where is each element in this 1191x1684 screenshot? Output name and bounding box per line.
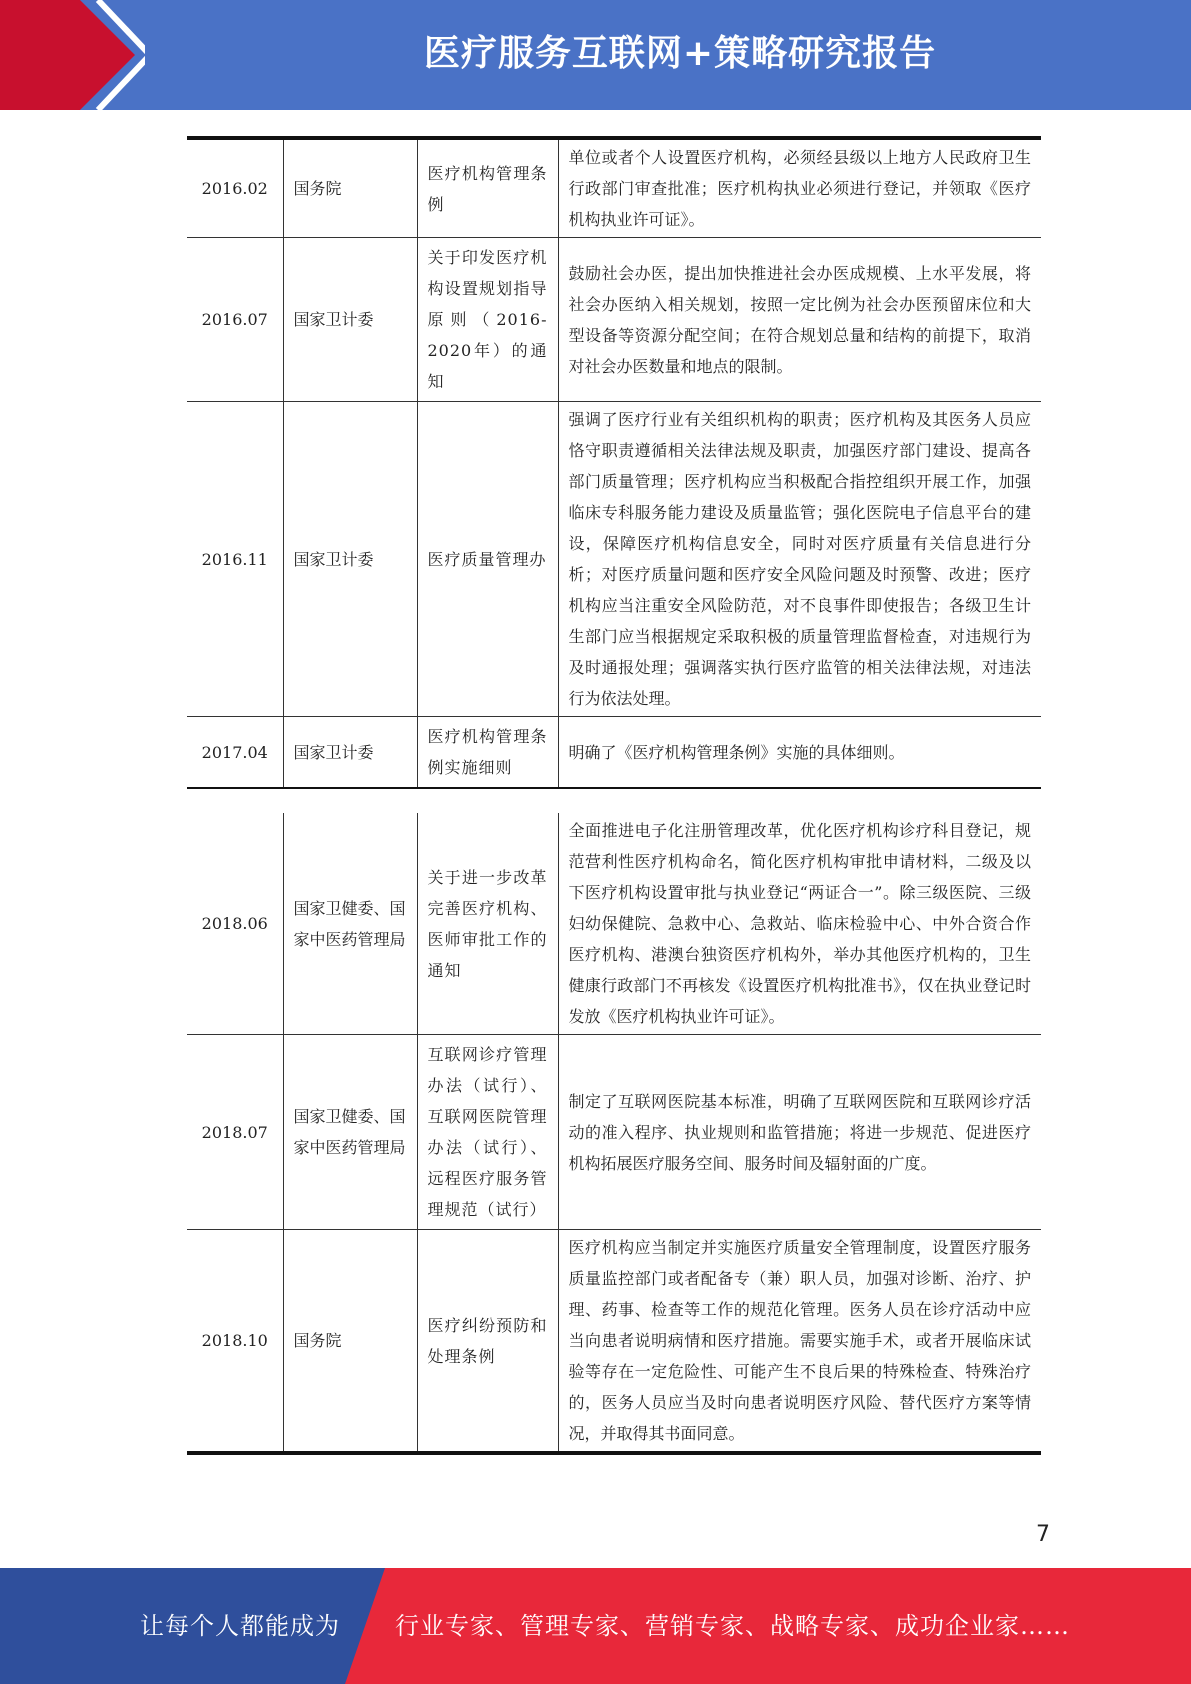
column-divider-tick [283,775,284,781]
document-cell: 医疗质量管理办 [417,402,558,717]
content-cell: 制定了互联网医院基本标准，明确了互联网医院和互联网诊疗活动的准入程序、执业规则和监管措施；将进一步规范、促进医疗机构拓展医疗服务空间、服务时间及辐射面的广度。 [558,1035,1041,1230]
content-cell: 单位或者个人设置医疗机构，必须经县级以上地方人民政府卫生行政部门审查批准；医疗机构执业必须进行登记，并领取《医疗机构执业许可证》。 [558,138,1041,238]
document-cell: 关于进一步改革完善医疗机构、医师审批工作的通知 [417,813,558,1035]
content-cell: 全面推进电子化注册管理改革，优化医疗机构诊疗科目登记，规范营利性医疗机构命名，简化医疗机构审批申请材料，二级及以下医疗机构设置审批与执业登记“两证合一”。除三级医院、三级妇幼保健院、急救中心、急救站、临床检验中心、中外合资合作医疗机构、港澳台独资医疗机构外，举办其他医疗机构的，卫生健康行政部门不再核发《设置医疗机构批准书》，仅在执业登记时发放《医疗机构执业许可证》。 [558,813,1041,1035]
issuer-cell: 国家卫健委、国家中医药管理局 [283,813,417,1035]
page-number: 7 [1036,1522,1050,1547]
document-cell: 医疗机构管理条例实施细则 [417,717,558,789]
table-row [187,138,1041,238]
policy-table-top [187,136,1041,789]
document-cell: 互联网诊疗管理办法（试行）、互联网医院管理办法（试行）、远程医疗服务管理规范（试行） [417,1035,558,1230]
issuer-cell: 国家卫计委 [283,238,417,402]
issuer-cell: 国家卫健委、国家中医药管理局 [283,1035,417,1230]
content-cell: 医疗机构应当制定并实施医疗质量安全管理制度，设置医疗服务质量监控部门或者配备专（兼）职人员，加强对诊断、治疗、护理、药事、检查等工作的规范化管理。医务人员在诊疗活动中应当向患者说明病情和医疗措施。需要实施手术，或者开展临床试验等存在一定危险性、可能产生不良后果的特殊检查、特殊治疗的，医务人员应当及时向患者说明医疗风险、替代医疗方案等情况，并取得其书面同意。 [558,1230,1041,1454]
document-cell: 医疗纠纷预防和处理条例 [417,1230,558,1454]
date-cell: 2018.06 [187,813,283,1035]
table-row [187,1230,1041,1454]
issuer-cell: 国务院 [283,138,417,238]
issuer-cell: 国家卫计委 [283,402,417,717]
policy-table-bottom [187,813,1041,1455]
header-chevron-decoration [0,0,145,110]
table-row [187,717,1041,789]
column-divider-tick [558,775,559,781]
content-cell: 明确了《医疗机构管理条例》实施的具体细则。 [558,717,1041,789]
date-cell: 2018.10 [187,1230,283,1454]
date-cell: 2018.07 [187,1035,283,1230]
table-row [187,1035,1041,1230]
page-header [0,0,1191,110]
issuer-cell: 国家卫计委 [283,717,417,789]
date-cell: 2017.04 [187,717,283,789]
column-divider-tick [417,775,418,781]
document-cell: 关于印发医疗机构设置规划指导原则（2016-2020年）的通知 [417,238,558,402]
date-cell: 2016.11 [187,402,283,717]
report-title: 医疗服务互联网+策略研究报告 [423,33,937,74]
page-footer [0,1568,1191,1684]
table-row [187,402,1041,717]
footer-slogan-right: 行业专家、管理专家、营销专家、战略专家、成功企业家…… [395,1612,1070,1640]
table-row [187,813,1041,1035]
content-cell: 鼓励社会办医，提出加快推进社会办医成规模、上水平发展，将社会办医纳入相关规划，按照一定比例为社会办医预留床位和大型设备等资源分配空间；在符合规划总量和结构的前提下，取消对社会办医数量和地点的限制。 [558,238,1041,402]
footer-slogan-left: 让每个人都能成为 [140,1612,340,1640]
content-cell: 强调了医疗行业有关组织机构的职责；医疗机构及其医务人员应恪守职责遵循相关法律法规及职责，加强医疗部门建设、提高各部门质量管理；医疗机构应当积极配合指控组织开展工作，加强临床专科服务能力建设及质量监管；强化医院电子信息平台的建设，保障医疗机构信息安全，同时对医疗质量有关信息进行分析；对医疗质量问题和医疗安全风险问题及时预警、改进；医疗机构应当注重安全风险防范，对不良事件即使报告；各级卫生计生部门应当根据规定采取积极的质量管理监督检查，对违规行为及时通报处理；强调落实执行医疗监管的相关法律法规，对违法行为依法处理。 [558,402,1041,717]
document-cell: 医疗机构管理条例 [417,138,558,238]
date-cell: 2016.07 [187,238,283,402]
date-cell: 2016.02 [187,138,283,238]
issuer-cell: 国务院 [283,1230,417,1454]
table-row [187,238,1041,402]
